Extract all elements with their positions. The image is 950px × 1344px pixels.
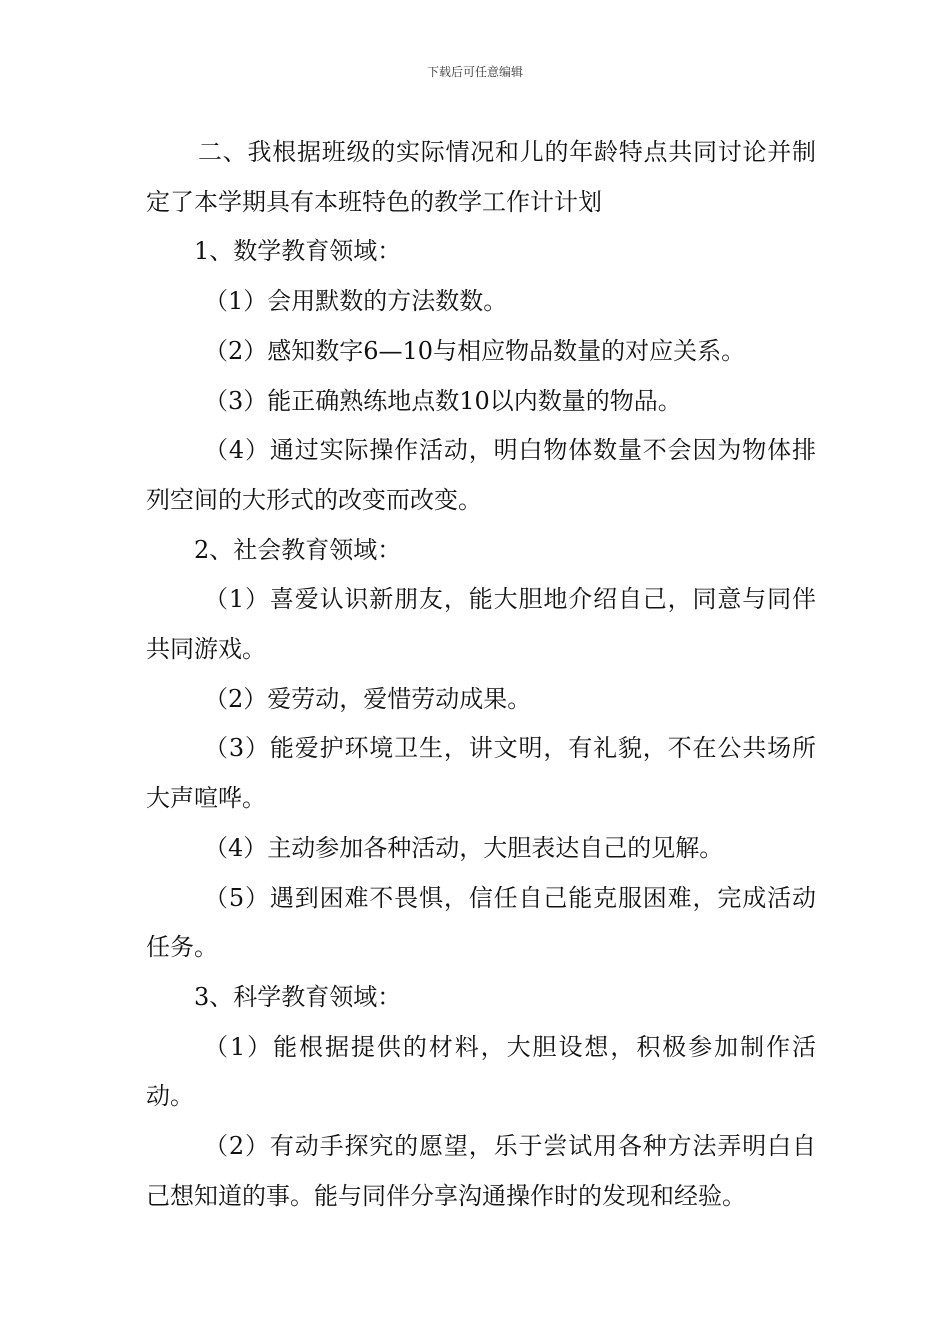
social-section-heading: 2、社会教育领域： xyxy=(194,535,402,564)
science-item-2: （2）有动手探究的愿望，乐于尝试用各种方法弄明白自己想知道的事。能与同伴分享沟通操作时的发现和经验。 xyxy=(146,1132,816,1210)
page-header: 下载后可任意编辑 xyxy=(426,65,523,79)
social-item-5: （5）遇到困难不畏惧，信任自己能克服困难，完成活动任务。 xyxy=(146,883,816,962)
math-section-heading: 1、数学教育领域： xyxy=(194,237,402,266)
science-section-heading: 3、科学教育领域： xyxy=(194,982,402,1011)
social-item-2: （2）爱劳动，爱惜劳动成果。 xyxy=(204,684,532,713)
math-item-3: （3）能正确熟练地点数10以内数量的物品。 xyxy=(204,386,682,415)
document-body xyxy=(146,128,816,1221)
social-item-1: （1）喜爱认识新朋友，能大胆地介绍自己，同意与同伴共同游戏。 xyxy=(146,585,816,664)
math-item-4: （4）通过实际操作活动，明白物体数量不会因为物体排列空间的大形式的改变而改变。 xyxy=(146,436,816,514)
math-item-2: （2）感知数字6—10与相应物品数量的对应关系。 xyxy=(204,336,746,365)
math-item-1: （1）会用默数的方法数数。 xyxy=(204,287,508,316)
social-item-4: （4）主动参加各种活动，大胆表达自己的见解。 xyxy=(204,833,724,862)
social-item-3: （3）能爱护环境卫生，讲文明，有礼貌，不在公共场所大声喧哗。 xyxy=(146,734,816,813)
intro-paragraph: 二、我根据班级的实际情况和儿的年龄特点共同讨论并制定了本学期具有本班特色的教学工作计计划 xyxy=(146,138,816,216)
science-item-1: （1）能根据提供的材料，大胆设想，积极参加制作活动。 xyxy=(146,1032,816,1111)
